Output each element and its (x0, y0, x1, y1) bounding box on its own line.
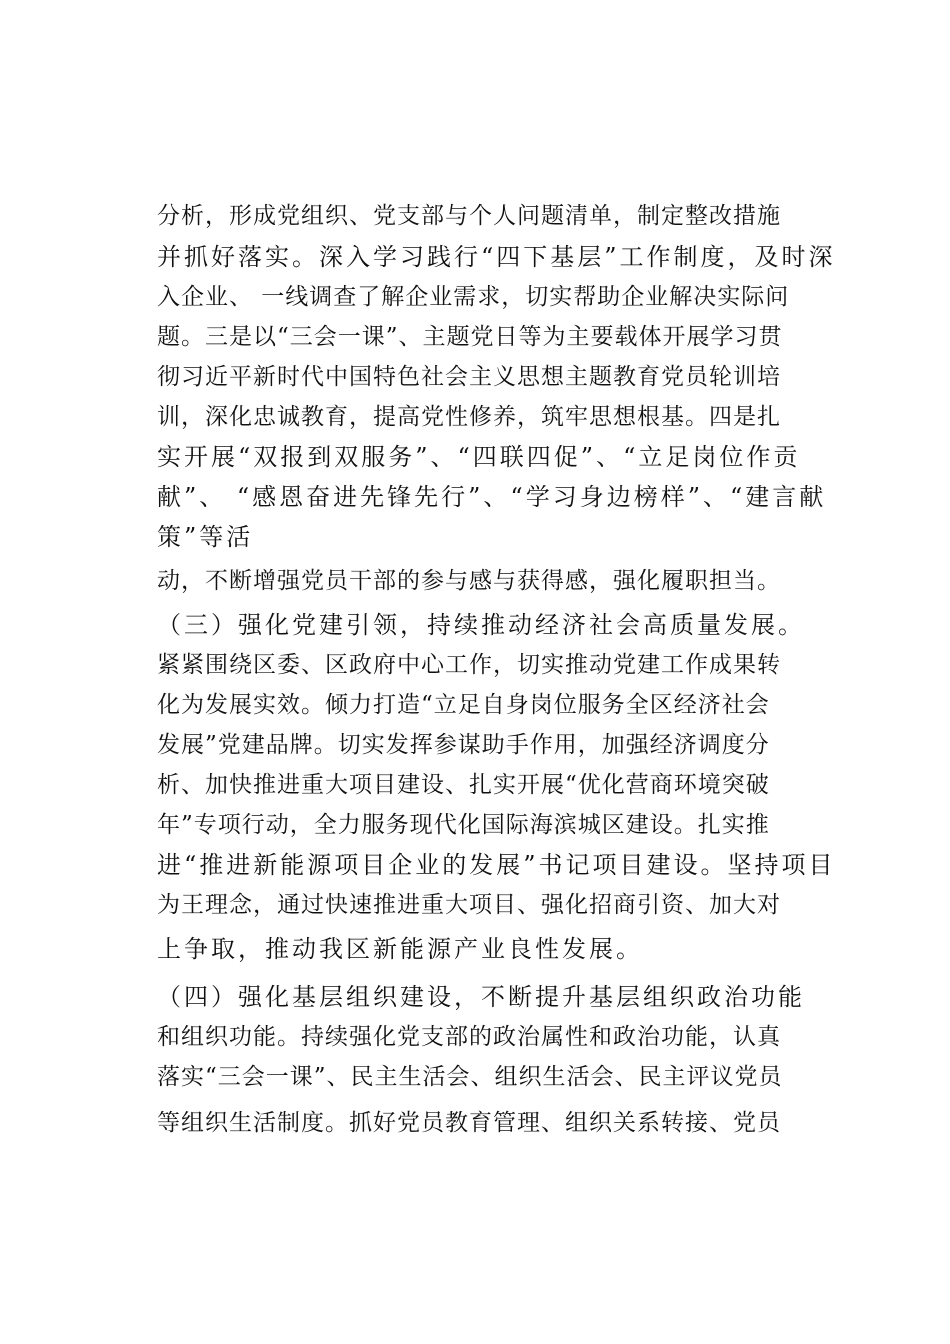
text-line: 等组织生活制度。抓好党员教育管理、组织关系转接、党员 (157, 1110, 781, 1136)
text-line: 析、加快推进重大项目建设、扎实开展“优化营商环境突破 (157, 772, 770, 798)
section-heading-4: （四）强化基层组织建设，不断提升基层组织政治功能 (157, 983, 805, 1011)
text-line: 年”专项行动，全力服务现代化国际海滨城区建设。扎实推 (157, 812, 770, 838)
section-heading-3: （三）强化党建引领，持续推动经济社会高质量发展。 (157, 611, 805, 639)
text-line: 分析，形成党组织、党支部与个人问题清单，制定整改措施 (157, 203, 781, 229)
text-line: 献”、 “感恩奋进先锋先行”、“学习身边榜样”、“建言献 (157, 483, 827, 511)
text-line: 落实“三会一课”、民主生活会、组织生活会、民主评议党员 (157, 1064, 783, 1090)
text-line: 并抓好落实。深入学习践行“四下基层”工作制度，及时深 (157, 243, 836, 271)
text-line: 化为发展实效。倾力打造“立足自身岗位服务全区经济社会 (157, 692, 770, 718)
text-line: 动，不断增强党员干部的参与感与获得感，强化履职担当。 (157, 568, 781, 594)
text-line: 紧紧围绕区委、区政府中心工作，切实推动党建工作成果转 (157, 652, 781, 678)
text-line: 彻习近平新时代中国特色社会主义思想主题教育党员轮训培 (157, 364, 781, 390)
text-line: 发展”党建品牌。切实发挥参谋助手作用，加强经济调度分 (157, 732, 770, 758)
text-line: 训，深化忠诚教育，提高党性修养，筑牢思想根基。四是扎 (157, 404, 781, 430)
text-line: 和组织功能。持续强化党支部的政治属性和政治功能，认真 (157, 1024, 781, 1050)
text-line: 为王理念，通过快速推进重大项目、强化招商引资、加大对 (157, 892, 781, 918)
text-line: 策”等活 (157, 523, 254, 551)
text-line: 上争取，推动我区新能源产业良性发展。 (157, 935, 643, 963)
text-line: 入企业、 一线调查了解企业需求，切实帮助企业解决实际问 (157, 284, 790, 310)
text-line: 进“推进新能源项目企业的发展”书记项目建设。坚持项目 (157, 851, 836, 879)
text-line: 实开展“双报到双服务”、“四联四促”、“立足岗位作贡 (157, 443, 801, 471)
text-line: 题。三是以“三会一课”、主题党日等为主要载体开展学习贯 (157, 324, 783, 350)
